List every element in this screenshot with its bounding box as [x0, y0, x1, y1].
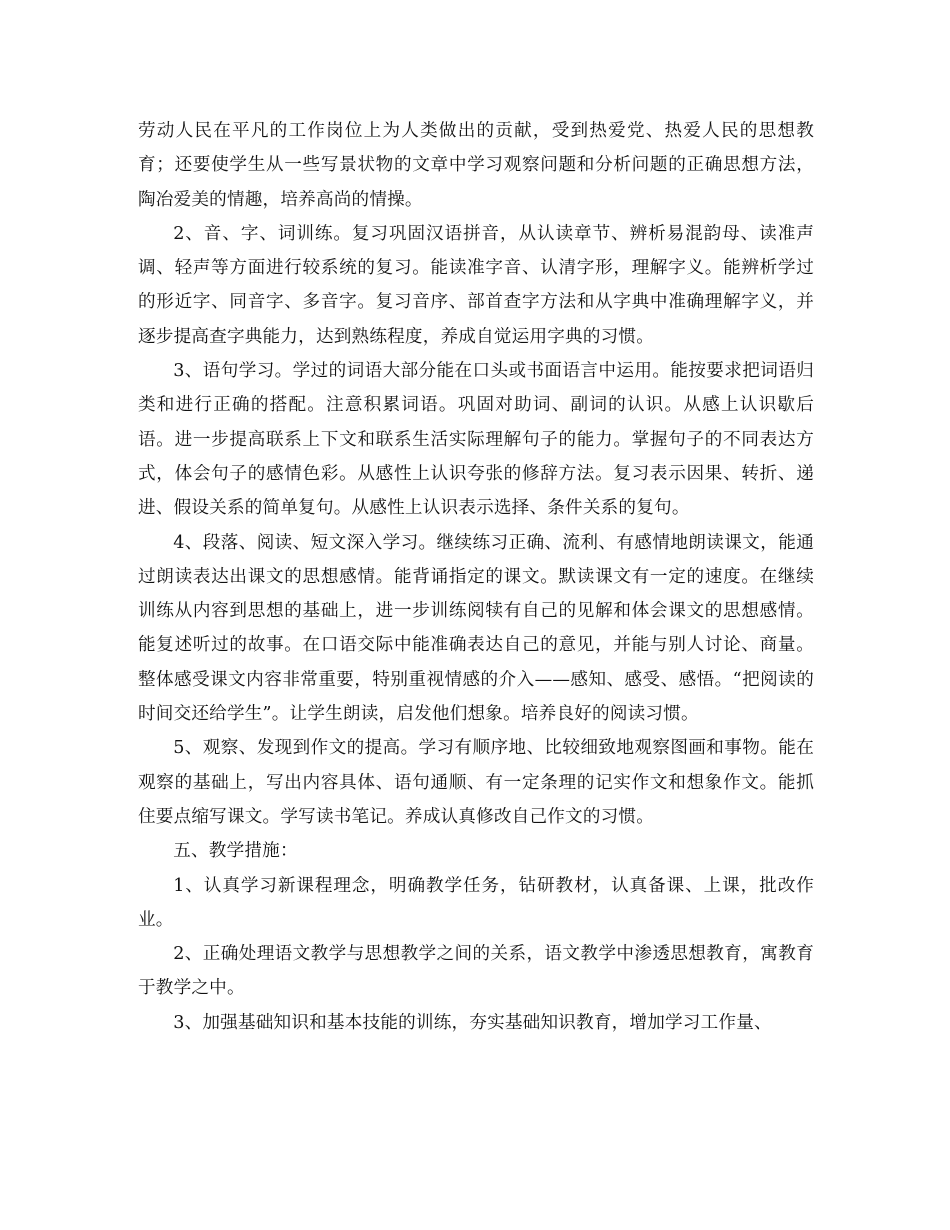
paragraph-reading-study: 4、段落、阅读、短文深入学习。继续练习正确、流利、有感情地朗读课文，能通过朗读表达出课文的思想感情。能背诵指定的课文。默读课文有一定的速度。在继续训练从内容到思想的基础上，进一步训练阅犊有自己的见解和体会课文的思想感情。能复述听过的故事。在口语交际中能准确表达自己的意见，并能与别人讨论、商量。整体感受课文内容非常重要，特别重视情感的介入——感知、感受、感悟。“把阅读的时间交还给学生”。让学生朗读，启发他们想象。培养良好的阅读习惯。	[138, 532, 814, 725]
paragraph-sentence-study: 3、语句学习。学过的词语大部分能在口头或书面语言中运用。能按要求把词语归类和进行正确的搭配。注意积累词语。巩固对助词、副词的认识。从感上认识歇后语。进一步提高联系上下文和联系生活实际理解句子的能力。掌握句子的不同表达方式，体会句子的感情色彩。从感性上认识夸张的修辞方法。复习表示因果、转折、递进、假设关系的简单复句。从感性上认识表示选择、条件关系的复句。	[138, 361, 814, 519]
paragraph-measure-3: 3、加强基础知识和基本技能的训练，夯实基础知识教育，增加学习工作量、	[173, 1012, 772, 1033]
paragraph-measure-1: 1、认真学习新课程理念，明确教学任务，钻研教材，认真备课、上课，批改作业。	[138, 875, 814, 930]
document-body	[138, 114, 814, 1040]
paragraph-continuation: 劳动人民在平凡的工作岗位上为人类做出的贡献，受到热爱党、热爱人民的思想教育；还要使学生从一些写景状物的文章中学习观察问题和分析问题的正确思想方法，陶冶爱美的情趣，培养高尚的情操。	[138, 121, 814, 210]
paragraph-measure-2: 2、正确处理语文教学与思想教学之间的关系，语文教学中渗透思想教育，寓教育于教学之中。	[138, 944, 814, 999]
paragraph-observation-writing: 5、观察、发现到作文的提高。学习有顺序地、比较细致地观察图画和事物。能在观察的基础上，写出内容具体、语句通顺、有一定条理的记实作文和想象作文。能抓住要点缩写课文。学写读书笔记。养成认真修改自己作文的习惯。	[138, 738, 814, 827]
paragraph-phonics-training: 2、音、字、词训练。复习巩固汉语拼音，从认读章节、辨析易混韵母、读准声调、轻声等方面进行较系统的复习。能读准字音、认清字形，理解字义。能辨析学过的形近字、同音字、多音字。复习音序、部首查字方法和从字典中准确理解字义，并逐步提高查字典能力，达到熟练程度，养成自觉运用字典的习惯。	[138, 223, 814, 347]
section-heading-teaching-measures: 五、教学措施：	[173, 841, 298, 862]
